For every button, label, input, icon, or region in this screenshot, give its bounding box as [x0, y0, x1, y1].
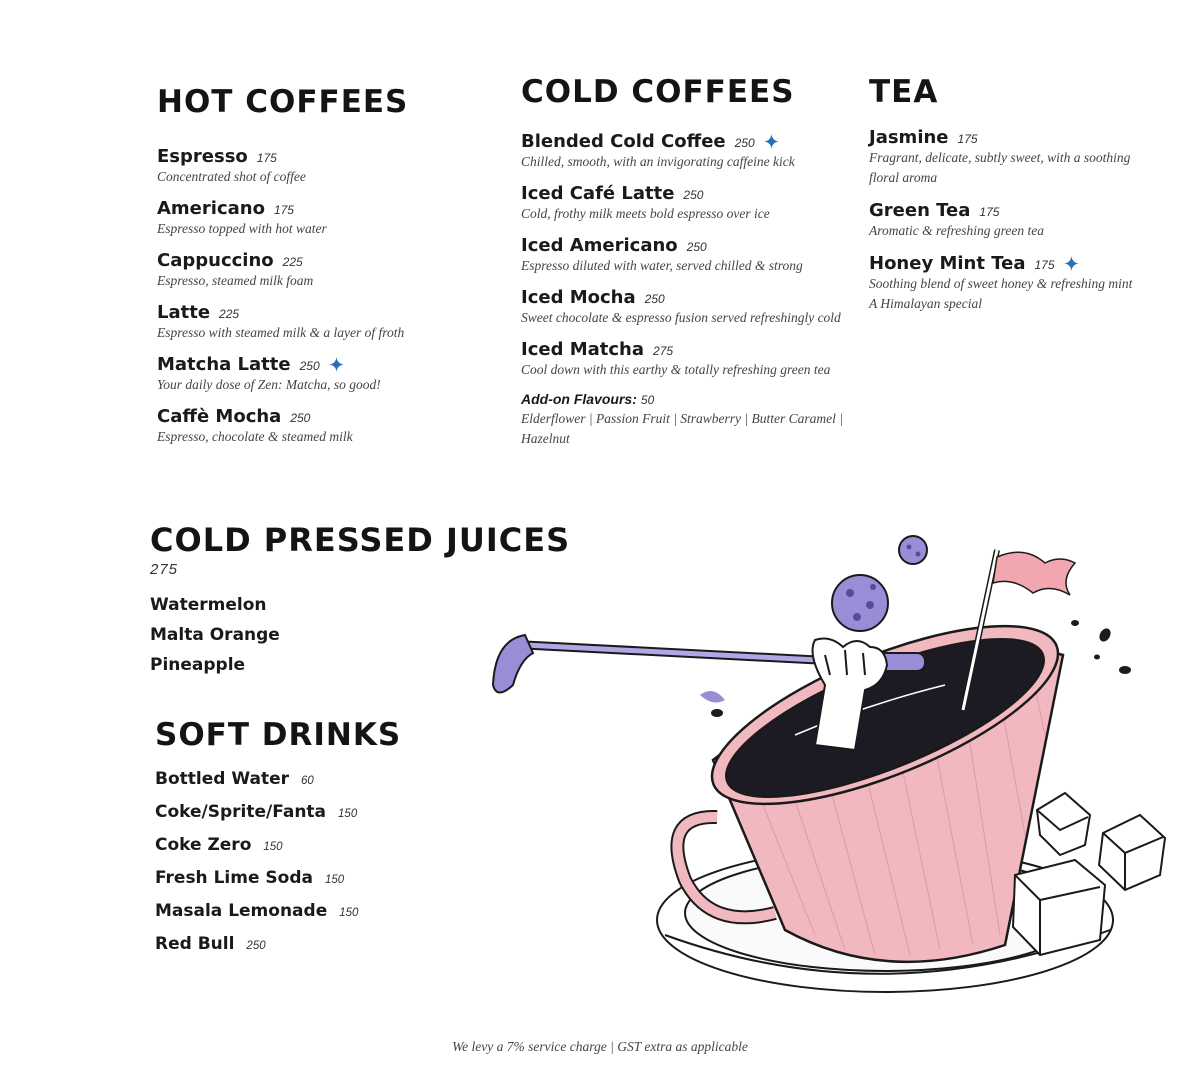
menu-item — [157, 354, 487, 395]
item-description: Chilled, smooth, with an invigorating caffeine kick — [521, 154, 795, 169]
item-name: Bottled Water — [155, 769, 289, 789]
item-price: 150 — [263, 841, 283, 853]
item-price: 250 — [734, 136, 755, 150]
hot-coffees-section — [157, 84, 487, 458]
item-price: 175 — [273, 203, 294, 217]
juices-title: COLD PRESSED JUICES — [150, 521, 571, 559]
item-description: Espresso diluted with water, served chilled & strong — [521, 258, 803, 273]
item-price: 275 — [653, 344, 674, 358]
item-name: Jasmine — [869, 127, 949, 148]
item-description: Your daily dose of Zen: Matcha, so good! — [157, 377, 381, 392]
menu-item — [869, 127, 1159, 188]
item-name: Caffè Mocha — [157, 406, 282, 427]
item-description: Concentrated shot of coffee — [157, 169, 306, 184]
coffee-cup-golf-illustration — [485, 535, 1175, 1030]
item-description: Cold, frothy milk meets bold espresso over ice — [521, 206, 770, 221]
item-price: 60 — [301, 775, 314, 787]
item-name: Iced Matcha — [521, 339, 645, 360]
item-price: 175 — [1034, 258, 1055, 272]
item-price: 250 — [686, 240, 707, 254]
item-name: Cappuccino — [157, 250, 274, 271]
item-name: Coke/Sprite/Fanta — [155, 802, 327, 822]
menu-item — [155, 802, 515, 835]
soft-drinks-title: SOFT DRINKS — [155, 717, 402, 753]
item-description: Sweet chocolate & espresso fusion served refreshingly cold — [521, 310, 841, 325]
soft-drinks-section — [155, 717, 515, 967]
item-description: Espresso with steamed milk & a layer of froth — [157, 325, 405, 340]
menu-item — [521, 183, 856, 224]
item-name: Green Tea — [869, 200, 971, 221]
item-name: Coke Zero — [155, 835, 252, 855]
menu-item — [157, 302, 487, 343]
item-name: Espresso — [157, 146, 248, 167]
item-price: 150 — [338, 808, 358, 820]
menu-item — [157, 146, 487, 187]
sparkle-star-icon — [764, 134, 779, 149]
item-name: Matcha Latte — [157, 354, 291, 375]
hot-coffees-title: HOT COFFEES — [157, 84, 409, 120]
menu-item — [155, 835, 515, 868]
item-price: 225 — [282, 255, 303, 269]
menu-item — [869, 200, 1159, 241]
item-price: 175 — [256, 151, 277, 165]
item-price: 150 — [324, 874, 345, 886]
item-note: A Himalayan special — [869, 296, 982, 311]
menu-item — [521, 287, 856, 328]
menu-item — [155, 901, 515, 934]
item-description: Cool down with this earthy & totally refreshing green tea — [521, 362, 831, 377]
item-description: Aromatic & refreshing green tea — [869, 223, 1044, 238]
item-name: Blended Cold Coffee — [521, 131, 726, 152]
menu-item — [155, 769, 515, 802]
item-description: Espresso, steamed milk foam — [157, 273, 314, 288]
addon-label: Add-on Flavours: — [521, 391, 637, 407]
menu-item — [155, 934, 515, 967]
menu-item — [521, 131, 856, 172]
item-name: Iced Americano — [521, 235, 678, 256]
list-item: Watermelon — [150, 595, 267, 615]
list-item: Pineapple — [150, 655, 246, 675]
item-price: 150 — [339, 907, 359, 919]
item-price: 250 — [290, 411, 311, 425]
item-description: Espresso, chocolate & steamed milk — [157, 429, 353, 444]
item-price: 250 — [246, 940, 266, 952]
item-description: Fragrant, delicate, subtly sweet, with a soothing floral aroma — [869, 150, 1131, 185]
menu-item — [157, 250, 487, 291]
item-name: Latte — [157, 302, 211, 323]
footer-note: We levy a 7% service charge | GST extra as applicable — [452, 1039, 748, 1054]
addon-flavours — [521, 391, 856, 407]
item-name: Fresh Lime Soda — [155, 868, 313, 888]
tea-title: TEA — [869, 74, 939, 110]
sugar-cubes — [1013, 793, 1165, 955]
cold-coffees-section — [521, 74, 856, 449]
menu-item — [521, 235, 856, 276]
addon-price: 50 — [640, 393, 655, 407]
menu-item — [869, 253, 1159, 314]
cold-coffees-title: COLD COFFEES — [521, 74, 795, 110]
item-price: 250 — [644, 292, 665, 306]
item-price: 225 — [219, 307, 240, 321]
juices-price: 275 — [150, 561, 179, 578]
item-name: Americano — [157, 198, 265, 219]
item-name: Iced Mocha — [521, 287, 636, 308]
menu-item — [157, 198, 487, 239]
item-name: Masala Lemonade — [155, 901, 328, 921]
sparkle-star-icon — [329, 357, 344, 372]
item-description: Espresso topped with hot water — [157, 221, 327, 236]
item-price: 250 — [299, 359, 320, 373]
menu-item — [521, 339, 856, 380]
item-name: Iced Café Latte — [521, 183, 675, 204]
menu-item — [157, 406, 487, 447]
item-name: Honey Mint Tea — [869, 253, 1026, 274]
tea-section — [869, 74, 1159, 326]
golf-balls — [832, 536, 927, 631]
item-price: 250 — [683, 188, 704, 202]
menu-item — [155, 868, 515, 901]
list-item: Malta Orange — [150, 625, 280, 645]
item-name: Red Bull — [155, 934, 235, 954]
addon-list: Elderflower | Passion Fruit | Strawberry | Butter Caramel | Hazelnut — [521, 411, 843, 446]
item-description: Soothing blend of sweet honey & refreshing mint — [869, 276, 1133, 291]
item-price: 175 — [957, 132, 978, 146]
sparkle-star-icon — [1064, 256, 1079, 271]
item-price: 175 — [979, 205, 1000, 219]
